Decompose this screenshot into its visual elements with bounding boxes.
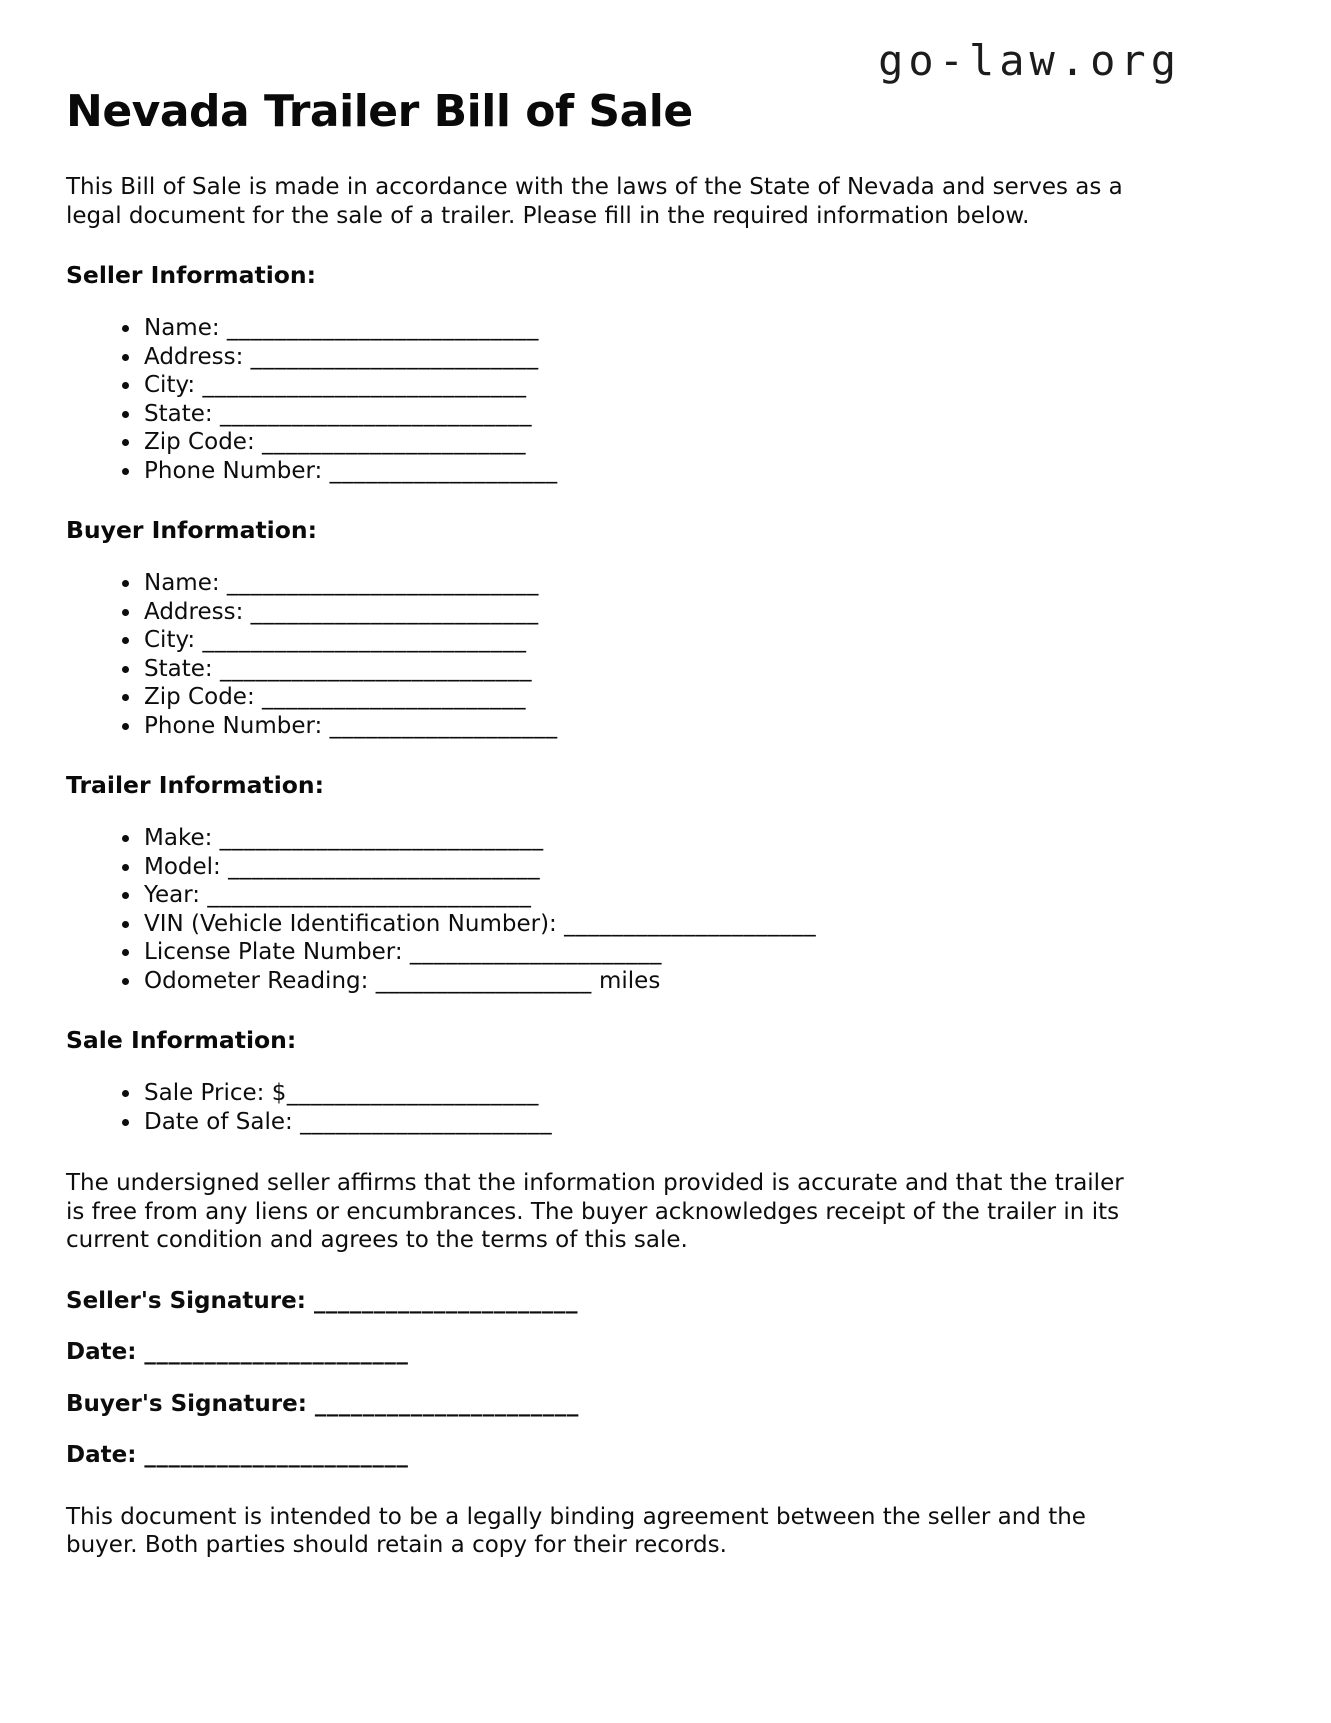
blank-line: ___________________________ bbox=[202, 372, 527, 398]
buyer-address-field bbox=[142, 598, 1265, 627]
field-label: State: bbox=[144, 400, 213, 427]
field-label: Sale Price: bbox=[144, 1080, 265, 1106]
blank-line: __________________ bbox=[375, 967, 592, 994]
field-label: City: bbox=[144, 627, 196, 653]
field-label: Address: bbox=[144, 343, 244, 370]
blank-line: ___________________________ bbox=[202, 627, 527, 653]
field-label: Zip Code: bbox=[144, 684, 255, 710]
trailer-year-field bbox=[142, 881, 1265, 910]
affirmation-paragraph: The undersigned seller affirms that the information provided is accurate and that the trailer is free from any liens or encumbrances. The buyer acknowledges receipt of the trailer in its current condition and agrees to the terms of this sale. bbox=[66, 1170, 1124, 1253]
blank-line: $_____________________ bbox=[271, 1080, 539, 1106]
field-label: Year: bbox=[144, 882, 201, 908]
blank-line: _____________________ bbox=[564, 910, 817, 937]
section-sale-information bbox=[66, 1026, 1265, 1136]
blank-line: __________________________ bbox=[226, 315, 539, 341]
field-label: License Plate Number: bbox=[144, 939, 403, 965]
buyer-information-heading: Buyer Information: bbox=[66, 516, 318, 544]
field-label: Zip Code: bbox=[144, 429, 255, 455]
field-label: Make: bbox=[144, 825, 213, 851]
trailer-license-plate-field bbox=[142, 938, 1265, 967]
blank-line: __________________________ bbox=[226, 570, 539, 596]
blank-line: ______________________ bbox=[262, 429, 526, 455]
blank-line: ___________________________ bbox=[207, 882, 532, 908]
signature-blank-line: ______________________ bbox=[313, 1287, 578, 1314]
seller-city-field bbox=[142, 371, 1265, 400]
signature-label: Date: bbox=[66, 1339, 137, 1365]
field-label: Name: bbox=[144, 570, 220, 596]
buyer-city-field bbox=[142, 626, 1265, 655]
buyer-name-field bbox=[142, 569, 1265, 598]
field-label: Odometer Reading: bbox=[144, 967, 369, 994]
signature-label: Buyer's Signature: bbox=[66, 1390, 307, 1417]
trailer-field-list bbox=[66, 824, 1265, 995]
section-seller-information bbox=[66, 261, 1265, 485]
seller-phone-number-field bbox=[142, 457, 1265, 486]
blank-line: ___________________ bbox=[329, 712, 558, 739]
intro-paragraph: This Bill of Sale is made in accordance with the laws of the State of Nevada and serves as a legal document for the sale of a trailer. Please fill in the required information below. bbox=[66, 174, 1123, 229]
blank-line: ________________________ bbox=[250, 598, 539, 625]
buyer-signature-line bbox=[66, 1390, 1265, 1419]
blank-line: __________________________ bbox=[228, 853, 541, 880]
blank-line: _____________________ bbox=[300, 1108, 553, 1135]
field-label: State: bbox=[144, 655, 213, 682]
trailer-vin-field bbox=[142, 910, 1265, 939]
signature-blank-line: ______________________ bbox=[144, 1442, 409, 1468]
section-buyer-information bbox=[66, 516, 1265, 740]
seller-signature-date-line bbox=[66, 1338, 1265, 1367]
signature-label: Seller's Signature: bbox=[66, 1287, 306, 1314]
field-label: VIN (Vehicle Identification Number): bbox=[144, 910, 557, 937]
field-label: Date of Sale: bbox=[144, 1108, 293, 1135]
blank-line: ___________________ bbox=[329, 457, 558, 484]
field-label: Model: bbox=[144, 853, 221, 880]
seller-name-field bbox=[142, 314, 1265, 343]
field-label: Phone Number: bbox=[144, 457, 323, 484]
seller-address-field bbox=[142, 343, 1265, 372]
field-label: Name: bbox=[144, 315, 220, 341]
trailer-make-field bbox=[142, 824, 1265, 853]
seller-zip-code-field bbox=[142, 428, 1265, 457]
field-label: Address: bbox=[144, 598, 244, 625]
buyer-field-list bbox=[66, 569, 1265, 740]
sale-information-heading: Sale Information: bbox=[66, 1026, 297, 1054]
blank-line: _____________________ bbox=[409, 939, 662, 965]
signature-block bbox=[66, 1287, 1265, 1470]
section-trailer-information bbox=[66, 771, 1265, 995]
sale-date-field bbox=[142, 1108, 1265, 1137]
blank-line: __________________________ bbox=[219, 400, 532, 427]
page-title: Nevada Trailer Bill of Sale bbox=[66, 86, 693, 137]
sale-field-list bbox=[66, 1079, 1265, 1136]
buyer-zip-code-field bbox=[142, 683, 1265, 712]
blank-line: ___________________________ bbox=[219, 825, 544, 851]
blank-line: __________________________ bbox=[219, 655, 532, 682]
sale-price-field bbox=[142, 1079, 1265, 1108]
signature-blank-line: ______________________ bbox=[144, 1339, 409, 1365]
seller-information-heading: Seller Information: bbox=[66, 261, 317, 289]
blank-line: ______________________ bbox=[262, 684, 526, 710]
signature-label: Date: bbox=[66, 1442, 137, 1468]
buyer-signature-date-line bbox=[66, 1441, 1265, 1470]
closing-paragraph: This document is intended to be a legally binding agreement between the seller and the buyer. Both parties should retain a copy for their records. bbox=[66, 1503, 1086, 1558]
seller-field-list bbox=[66, 314, 1265, 485]
trailer-information-heading: Trailer Information: bbox=[66, 771, 325, 799]
trailer-model-field bbox=[142, 853, 1265, 882]
seller-signature-line bbox=[66, 1287, 1265, 1316]
field-label: City: bbox=[144, 372, 196, 398]
field-suffix: miles bbox=[599, 967, 661, 994]
trailer-odometer-field bbox=[142, 967, 1265, 996]
buyer-state-field bbox=[142, 655, 1265, 684]
blank-line: ________________________ bbox=[250, 343, 539, 370]
buyer-phone-number-field bbox=[142, 712, 1265, 741]
signature-blank-line: ______________________ bbox=[314, 1390, 579, 1417]
brand-logo: go-law.org bbox=[878, 36, 1181, 85]
field-label: Phone Number: bbox=[144, 712, 323, 739]
seller-state-field bbox=[142, 400, 1265, 429]
